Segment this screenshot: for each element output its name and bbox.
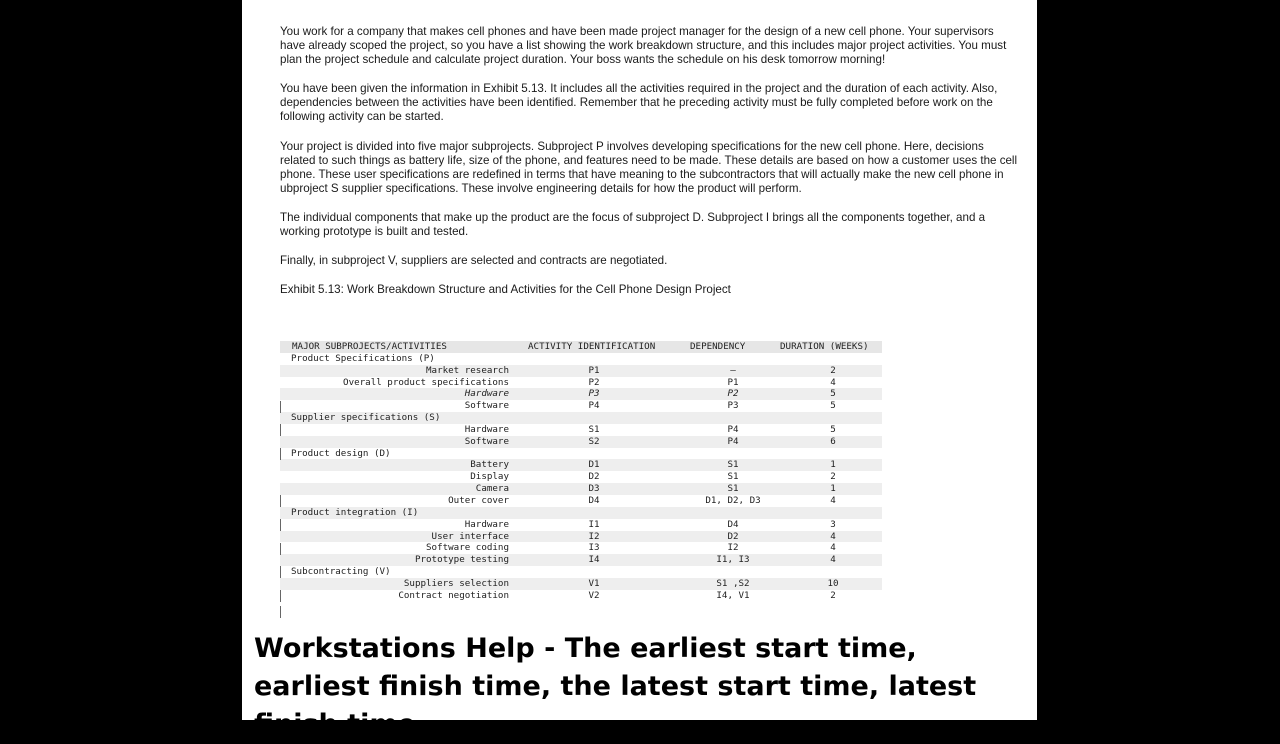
table-row xyxy=(280,424,882,436)
activity-duration: 5 xyxy=(830,400,836,412)
header-activity-id: ACTIVITY IDENTIFICATION xyxy=(528,341,656,352)
activity-name: Battery xyxy=(470,459,509,471)
activity-dependency: P4 xyxy=(727,423,739,435)
activity-id: I4 xyxy=(588,554,600,566)
activity-id: I2 xyxy=(588,530,600,542)
activity-id: P1 xyxy=(588,364,600,376)
table-row xyxy=(280,554,882,566)
header-duration: DURATION (WEEKS) xyxy=(780,341,869,352)
activity-name: Hardware xyxy=(464,518,509,530)
activity-duration: 2 xyxy=(830,471,836,483)
activity-name: Market research xyxy=(426,364,509,376)
activity-duration: 4 xyxy=(830,494,836,506)
activity-name: Display xyxy=(470,471,509,483)
activity-dependency: P3 xyxy=(727,400,739,412)
margin-mark xyxy=(280,448,281,460)
table-row xyxy=(280,578,882,590)
activity-dependency: D1, D2, D3 xyxy=(705,494,761,506)
group-title: Subcontracting (V) xyxy=(291,566,391,578)
activity-id: I3 xyxy=(588,542,600,554)
paragraph-suppliers: Finally, in subproject V, suppliers are selected and contracts are negotiated. xyxy=(280,254,668,268)
table-row xyxy=(280,365,882,377)
activity-name: Contract negotiation xyxy=(398,589,509,601)
group-row xyxy=(280,412,882,424)
group-title: Product design (D) xyxy=(291,447,391,459)
activity-dependency: — xyxy=(730,364,736,376)
wbs-table xyxy=(280,341,882,602)
group-row xyxy=(280,448,882,460)
activity-name: User interface xyxy=(431,530,509,542)
margin-mark xyxy=(280,495,281,507)
activity-duration: 4 xyxy=(830,542,836,554)
table-row xyxy=(280,531,882,543)
exhibit-caption: Exhibit 5.13: Work Breakdown Structure and Activities for the Cell Phone Design Project xyxy=(280,283,731,297)
group-row xyxy=(280,507,882,519)
table-row xyxy=(280,459,882,471)
activity-id: V2 xyxy=(588,589,600,601)
activity-dependency: S1 xyxy=(727,459,739,471)
margin-mark xyxy=(280,519,281,531)
paragraph-intro: You work for a company that makes cell phones and have been made project manager for the design of a new cell phone. Your supervisors have already scoped the project, so you have a list showing the work breakdown structure, and this includes major project activities. You must plan the project schedule and calculate project duration. Your boss wants the schedule on his desk tomorrow morning! xyxy=(280,25,1007,67)
table-row xyxy=(280,519,882,531)
header-name: MAJOR SUBPROJECTS/ACTIVITIES xyxy=(292,341,447,352)
activity-id: P2 xyxy=(588,376,600,388)
activity-duration: 4 xyxy=(830,530,836,542)
activity-dependency: I2 xyxy=(727,542,739,554)
table-row xyxy=(280,388,882,400)
activity-id: D4 xyxy=(588,494,600,506)
activity-name: Prototype testing xyxy=(414,554,509,566)
activity-duration: 3 xyxy=(830,518,836,530)
group-title: Product Specifications (P) xyxy=(291,352,435,364)
margin-mark xyxy=(280,543,281,555)
activity-duration: 4 xyxy=(830,554,836,566)
margin-mark xyxy=(280,401,281,413)
activity-id: D2 xyxy=(588,471,600,483)
activity-id: D3 xyxy=(588,483,600,495)
activity-duration: 2 xyxy=(830,364,836,376)
table-row xyxy=(280,483,882,495)
activity-name: Suppliers selection xyxy=(403,577,509,589)
activity-dependency: S1 xyxy=(727,483,739,495)
margin-mark xyxy=(280,590,281,602)
table-row xyxy=(280,400,882,412)
table-header-row xyxy=(280,341,882,353)
activity-dependency: I4, V1 xyxy=(716,589,750,601)
activity-dependency: P1 xyxy=(727,376,739,388)
activity-duration: 10 xyxy=(827,577,839,589)
video-title-banner: Workstations Help - The earliest start time, earliest finish time, the latest start time, latest finish time xyxy=(254,633,977,740)
activity-duration: 5 xyxy=(830,388,836,400)
activity-name: Software coding xyxy=(426,542,509,554)
table-row xyxy=(280,542,882,554)
activity-id: D1 xyxy=(588,459,600,471)
activity-duration: 4 xyxy=(830,376,836,388)
problem-text xyxy=(280,25,1022,297)
activity-name: Outer cover xyxy=(448,494,509,506)
margin-mark xyxy=(280,606,281,618)
table-row xyxy=(280,377,882,389)
margin-mark xyxy=(280,566,281,578)
group-title: Supplier specifications (S) xyxy=(291,412,441,424)
margin-mark xyxy=(280,424,281,436)
activity-dependency: I1, I3 xyxy=(716,554,750,566)
table-row xyxy=(280,471,882,483)
table-row xyxy=(280,590,882,602)
header-dependency: DEPENDENCY xyxy=(690,341,746,352)
table-row xyxy=(280,436,882,448)
activity-name: Software xyxy=(464,400,509,412)
activity-duration: 1 xyxy=(830,483,836,495)
activity-duration: 5 xyxy=(830,423,836,435)
activity-dependency: S1 ,S2 xyxy=(716,577,750,589)
activity-dependency: S1 xyxy=(727,471,739,483)
activity-duration: 2 xyxy=(830,589,836,601)
table-body xyxy=(280,353,882,602)
activity-duration: 1 xyxy=(830,459,836,471)
document-page xyxy=(242,0,1037,740)
activity-name: Camera xyxy=(475,483,509,495)
paragraph-subprojects: Your project is divided into five major subprojects. Subproject P involves developing specifications for the new cell phone. Here, decisions related to such things as battery life, size of the phone, and features need to be made. These details are based on how a customer uses the cell phone. These user specifications are redefined in terms that have meaning to the subcontractors that will actually make the new cell phone in ubproject S supplier specifications. These involve engineering details for how the product will perform. xyxy=(280,139,1018,195)
activity-dependency: D2 xyxy=(727,530,739,542)
group-title: Product integration (I) xyxy=(291,506,419,518)
paragraph-components: The individual components that make up the product are the focus of subproject D. Subproject I brings all the components together, and a working prototype is built and tested. xyxy=(280,210,986,239)
table-row xyxy=(280,495,882,507)
activity-name: Software xyxy=(464,435,509,447)
activity-dependency: P2 xyxy=(727,388,739,400)
group-row xyxy=(280,566,882,578)
activity-id: P4 xyxy=(588,400,600,412)
group-row xyxy=(280,353,882,365)
activity-duration: 6 xyxy=(830,435,836,447)
activity-name: Hardware xyxy=(464,388,509,400)
activity-dependency: P4 xyxy=(727,435,739,447)
activity-id: S1 xyxy=(588,423,600,435)
paragraph-exhibit-info: You have been given the information in Exhibit 5.13. It includes all the activities required in the project and the duration of each activity. Also, dependencies between the activities have been identified. Remember that he preceding activity must be fully completed before work on the following activity can be started. xyxy=(280,82,998,124)
activity-dependency: D4 xyxy=(727,518,739,530)
activity-id: S2 xyxy=(588,435,600,447)
activity-name: Hardware xyxy=(464,423,509,435)
activity-id: P3 xyxy=(588,388,600,400)
activity-id: V1 xyxy=(588,577,600,589)
activity-name: Overall product specifications xyxy=(343,376,509,388)
activity-id: I1 xyxy=(588,518,600,530)
